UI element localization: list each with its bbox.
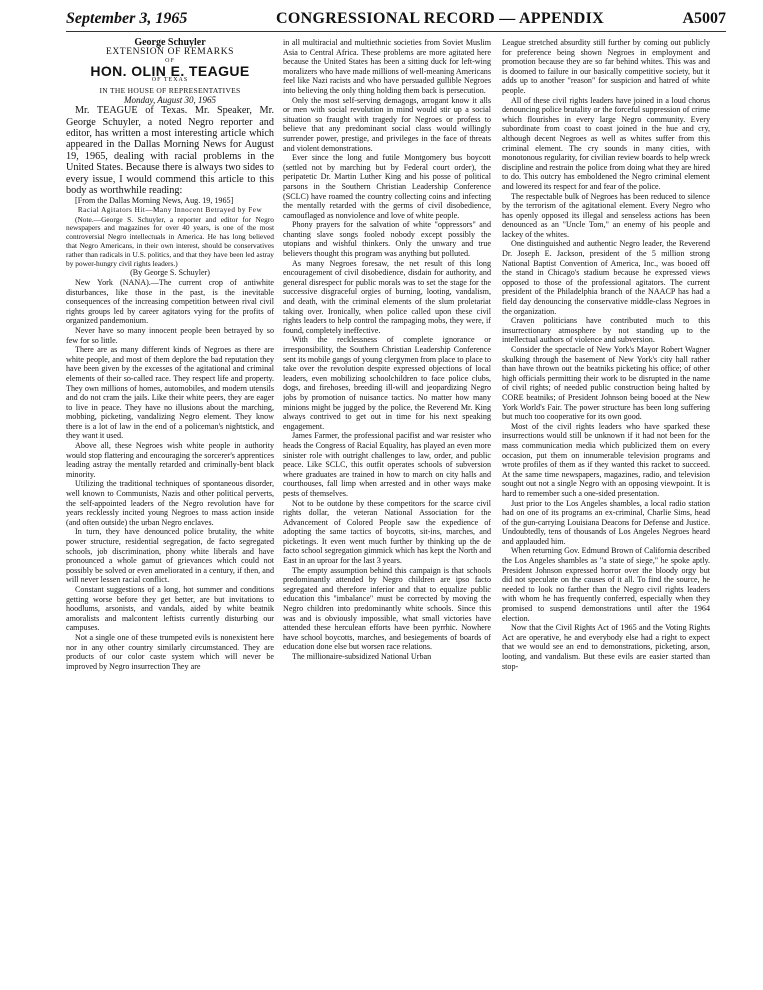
- editor-note: (Note.—George S. Schuyler, a reporter and editor for Negro newspapers and magazines for over 40 years, is one of the most controversial Negro intellectuals in America. He has long believed that Negro Americans, in their own interest, should be conservatives rather than radicals in U.S. politics, and that they have been led astray by power-hungry civil rights leaders.): [66, 214, 274, 268]
- paragraph: Above all, these Negroes wish white people in authority would stop flattering and encouraging the sorcerer's apprentices leading astray the mentally retarded and criminally-bent black minority.: [66, 441, 274, 479]
- paragraph: In turn, they have denounced police brutality, the white power structure, residential segregation, de facto segregated schools, job discrimination, phony white liberals and have pronounced a whole gamut of grievances which could not possibly be solved or even ameliorated in a century, if then, and will never lessen racial conflict.: [66, 527, 274, 585]
- header-rule: [66, 31, 726, 32]
- state-label: OF TEXAS: [151, 77, 189, 84]
- paragraph: James Farmer, the professional pacifist and war resister who heads the Congress of Racial Equality, has played an even more sinister role with outright challenges to law, order, and public peace. Like SCLC, this outfit operates schools of subversion where graduates are trained in how to march on city halls and courthouses, fall limp when arrested and in other ways make pests of themselves.: [283, 431, 491, 498]
- column-1: [66, 38, 274, 978]
- byline: (By George S. Schuyler): [130, 268, 210, 278]
- headline: Racial Agitators Hit—Many Innocent Betrayed by Few: [77, 206, 263, 214]
- house-label: IN THE HOUSE OF REPRESENTATIVES: [99, 85, 241, 95]
- paragraph: Ever since the long and futile Montgomery bus boycott (settled not by marching but by Federal court order), the peripatetic Dr. Martin Luther King and his posse of political parsons in the Southern Christian Leadership Conference (SCLC) have roamed the country collecting coins and infecting the mentally retarded with the germs of civil disobedience, camouflaged as nonviolence and love of white people.: [283, 153, 491, 220]
- paragraph: Only the most self-serving demagogs, arrogant know it alls or men with social revolution in mind would stir up a social situation so fraught with tragedy for Negroes or profess to believe that any predominant social class would willingly surrender power, prestige, and privileges in the face of threats and violent demonstrations.: [283, 95, 491, 153]
- paragraph: All of these civil rights leaders have joined in a loud chorus denouncing police brutality or the forceful suppression of crime which flourishes in every large Negro community. Every subordinate from coast to coast joined in the hue and cry, although decent Negroes as well as whites suffer from this criminal element. The cry sounds in many cities, with monotonous regularity, for civilian review boards to help wreck discipline and restrain the police from doing what they are hired to do. This outcry has emboldened the Negro criminal element and lowered its respect for and fear of the police.: [502, 95, 710, 191]
- column-3-body: [502, 38, 710, 671]
- column-1-body: [66, 278, 274, 671]
- paragraph: Utilizing the traditional techniques of spontaneous disorder, well known to Communists, Nazis and other political perverts, the self-appointed leaders of the Negro revolution have for years recklessly incited young Negroes to mass action inside (and often outside) the urban Negro enclaves.: [66, 479, 274, 527]
- paragraph: Constant suggestions of a long, hot summer and conditions getting worse before they get better, are but invitations to hoodlums, arsonists, and vandals, aided by white beatnik amoralists and malcontent leftists currently disturbing our campuses.: [66, 584, 274, 633]
- paragraph: Never have so many innocent people been betrayed by so few for so little.: [66, 325, 274, 345]
- header-title: CONGRESSIONAL RECORD — APPENDIX: [276, 10, 605, 27]
- paragraph: Consider the spectacle of New York's Mayor Robert Wagner skulking through the basement of New York's city hall rather than have thrown out the beatniks picketing his office; of other high officials permitting their work to be disrupted in the name of civil rights; of needed public construction being halted by CORE beatniks; of President Johnson being booed at the New York World's Fair. The power structure has been long suffering but much too cooperative for its own good.: [502, 345, 710, 422]
- source-line: [From the Dallas Morning News, Aug. 19, 1965]: [75, 196, 234, 206]
- paragraph: With the recklessness of complete ignorance or irresponsibility, the Southern Christian Leadership Conference sent its mobile gangs of young clergymen from place to place to take over the revolution despite expressed objections of local leaders, even mobilizing schoolchildren to face police clubs, dogs, and firehoses, breeding ill-will and jeopardizing Negro jobs by promotion of nuisance tactics. No matter how many minions might be jugged by the police, the Reverend Mr. King always contrived to get out in time for his next speaking engagement.: [283, 335, 491, 431]
- paragraph: The millionaire-subsidized National Urban: [292, 652, 432, 661]
- paragraph: Phony prayers for the salvation of white "oppressors" and chanting slave songs fooled nobody except possibly the utopians and wishful thinkers. Only the unwary and true believers thought this program was anything but polluted.: [283, 220, 491, 259]
- article-heading: George Schuyler: [134, 38, 206, 48]
- extension-of-remarks: EXTENSION OF REMARKS: [105, 46, 235, 57]
- paragraph: The empty assumption behind this campaign is that schools predominantly attended by Negro children are ipso facto segregated and therefore inferior and that to equalize public education this "imbalance" must be corrected by moving the Negro children into predominantly white schools. Since this was and is obviously impossible, what small victories have attended these herculean efforts have been pyrrhic. Nowhere have school boycotts, marches, and besiegements of boards of education done else but worsen race relations.: [283, 565, 491, 652]
- column-2: [283, 38, 491, 978]
- paragraph: The respectable bulk of Negroes has been reduced to silence by the terrorism of the agitational element. Every Negro who has openly opposed its illegal and senseless actions has been denounced as an "Uncle Tom," an enemy of his people and lackey of the whites.: [502, 191, 710, 239]
- paragraph: in all multiracial and multiethnic societies from Soviet Muslim Asia to Central Africa. These problems are more agitated here because the United States has been a sitting duck for left-wing moralizers who have made millions of well-meaning Americans feel like Nazi racists and who have persuaded gullible Negroes into believing the only thing holding them back is persecution.: [283, 38, 491, 95]
- paragraph: One distinguished and authentic Negro leader, the Reverend Dr. Joseph E. Jackson, president of the 5 million strong National Baptist Convention of America, Inc., was booed off the stand in Chicago's stadium because he expressed views opposed to those of the professional agitators. The current president of the Philadelphia branch of the NAACP has had a field day denouncing the conservative middle-class Negroes in the organization.: [502, 239, 710, 316]
- paragraph: When returning Gov. Edmund Brown of California described the Los Angeles shambles as "a state of siege," he spoke aptly. President Johnson expressed horror over the bloody orgy but did not speculate on the causes of it all. To find the source, he needed to look no farther than the Negro civil rights leaders with whom he has frequently conferred, especially when they promised to suspend demonstrations until after the 1964 election.: [502, 546, 710, 623]
- paragraph: As many Negroes foresaw, the net result of this long encouragement of civil disobedience, disdain for authority, and general disrespect for public morals was to set the stage for the successive disgraceful orgies of burning, looting, vandalism, and death, with the criminal elements of the slum proletariat taking over. Ironically, when police called upon these civil rights leaders to help control the rampaging mobs, they were, if found, completely ineffective.: [283, 258, 491, 335]
- paragraph: Craven politicians have contributed much to this insurrectionary atmosphere by not standing up to the intellectual authors of violence and subversion.: [502, 316, 710, 345]
- paragraph: League stretched absurdity still further by coming out publicly for preference being shown Negroes in employment and promotion because they are so far behind whites. This was and is doomed to failure in our basically competitive society, but it adds up to another "reason" for suspicion and hatred of white people.: [502, 38, 710, 95]
- header-date: September 3, 1965: [66, 10, 188, 27]
- paragraph: New York (NANA).—The current crop of antiwhite disturbances, like those in the past, is the inevitable consequences of the increasing competition between rival civil rights groups led by career agitators vying for the profits of organized pandemonium.: [66, 277, 274, 326]
- page-number: A5007: [682, 10, 726, 27]
- page-header: [66, 10, 726, 32]
- column-2-body: [283, 38, 491, 662]
- paragraph: Not to be outdone by these competitors for the scarce civil rights dollar, the veteran National Association for the Advancement of Colored People saw the expedience of adopting the same tactics of boycotts, sit-ins, marches, and picketings. It even went much further by thinking up the de facto school segregation gimmick which has kept the North and East in an uproar for the last 3 years.: [283, 498, 491, 566]
- intro-paragraph: Mr. TEAGUE of Texas. Mr. Speaker, Mr. George Schuyler, a noted Negro reporter and editor, has written a most interesting article which appeared in the Dallas Morning News for August 19, 1965, dealing with racial problems in the United States. Because there is always two sides to every issue, I would commend this article to this body as worthwhile reading:: [66, 105, 274, 196]
- paragraph: Most of the civil rights leaders who have sparked these insurrections would still be unknown if it had not been for the mass communication media which publicized them on every occasion, put them on innumerable television programs and wrote profiles of them as if they wanted this racket to succeed. At the same time newspapers, magazines, radio, and television sought out not a single Negro with an opposing viewpoint. It is hard to remember such a one-sided presentation.: [502, 421, 710, 498]
- member-name: HON. OLIN E. TEAGUE: [90, 62, 250, 79]
- session-date: Monday, August 30, 1965: [123, 94, 217, 105]
- paragraph: Not a single one of these trumpeted evils is nonexistent here nor in any other country similarly circumstanced. They are products of our color caste system which will never be improved by Negro insurrection They are: [66, 632, 274, 671]
- paragraph: Now that the Civil Rights Act of 1965 and the Voting Rights Act are operative, he and everybody else had a right to expect that we would see an end to demonstrations, picketing, arson, looting, and vandalism. But these evils are easier started than stop-: [502, 623, 710, 671]
- of-label: OF: [165, 58, 175, 65]
- paragraph: There are as many different kinds of Negroes as there are white people, and most of them deplore the bad reputation they have been given by the excesses of the agitational and criminal elements of their so-called race. They respect life and property. They own millions of homes, automobiles, and modern utensils and do not cram the jails. Like their white peers, they are eager to live in peace. They have no illusions about the marching, mobbing, picketing, vandalizing Negro element. They know there is a lot of law in the end of a policeman's nightstick, and they want it used.: [66, 345, 274, 441]
- column-3: [502, 38, 710, 978]
- paragraph: Just prior to the Los Angeles shambles, a local radio station had on one of its programs an ex-criminal, Charlie Sims, head of the gun-carrying Louisiana Deacons for Defense and Justice. Undoubtedly, tens of thousands of Los Angeles Negroes heard and applauded him.: [502, 498, 710, 546]
